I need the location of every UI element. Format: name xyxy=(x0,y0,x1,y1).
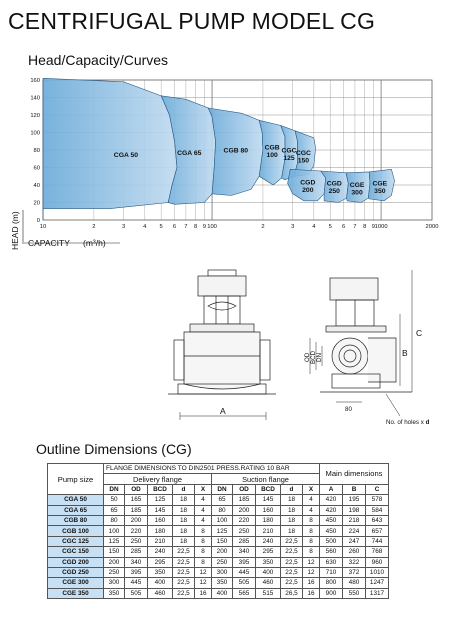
table-cell: 18 xyxy=(281,495,303,505)
table-cell: 80 xyxy=(212,505,233,515)
table-cell: 22,5 xyxy=(173,578,195,588)
series-label: CGA 65 xyxy=(177,149,202,157)
table-cell: 350 xyxy=(104,588,125,598)
pump-size-cell: CGB 80 xyxy=(48,515,104,525)
table-cell: 8 xyxy=(303,515,320,525)
table-cell: 22,5 xyxy=(173,567,195,577)
y-axis-label: HEAD (m) xyxy=(10,211,20,250)
y-tick-label: 60 xyxy=(33,165,40,172)
table-row xyxy=(48,515,389,525)
table-cell: 480 xyxy=(343,578,366,588)
table-cell: 657 xyxy=(366,526,389,536)
table-header-row xyxy=(48,464,389,474)
column-header: d xyxy=(173,484,195,494)
table-cell: 18 xyxy=(281,526,303,536)
x-tick-label: 5 xyxy=(328,224,332,230)
table-cell: 150 xyxy=(104,547,125,557)
table-cell: 560 xyxy=(320,547,343,557)
y-tick-label: 0 xyxy=(36,218,40,224)
table-cell: 4 xyxy=(195,495,212,505)
series-label: CGA 50 xyxy=(113,151,139,159)
table-cell: 18 xyxy=(173,515,195,525)
series-label: CGD 250 xyxy=(326,180,342,196)
table-cell: 584 xyxy=(366,505,389,515)
table-cell: 18 xyxy=(173,505,195,515)
flange-header: FLANGE DIMENSIONS TO DIN2501 PRESS.RATING 10 BAR xyxy=(104,464,320,474)
table-row xyxy=(48,547,389,557)
pump-size-cell: CGC 125 xyxy=(48,536,104,546)
table-cell: 18 xyxy=(281,515,303,525)
x-axis-unit: (m³/h) xyxy=(83,238,106,248)
table-cell: 12 xyxy=(303,567,320,577)
chart-subtitle: Head/Capacity/Curves xyxy=(28,52,169,68)
table-cell: 300 xyxy=(104,578,125,588)
delivery-flange-header: Delivery flange xyxy=(104,474,212,484)
table-cell: 8 xyxy=(195,526,212,536)
column-header: DN xyxy=(104,484,125,494)
column-header: X xyxy=(303,484,320,494)
dim-b-label: B xyxy=(402,348,408,358)
table-cell: 165 xyxy=(125,495,148,505)
table-cell: 16 xyxy=(303,588,320,598)
x-tick-label: 7 xyxy=(353,224,357,230)
table-cell: 160 xyxy=(148,515,173,525)
table-cell: 200 xyxy=(212,547,233,557)
table-cell: 400 xyxy=(212,588,233,598)
table-cell: 515 xyxy=(256,588,281,598)
pump-front-view xyxy=(168,270,276,420)
table-cell: 50 xyxy=(104,495,125,505)
table-cell: 18 xyxy=(173,495,195,505)
table-cell: 22,5 xyxy=(173,557,195,567)
table-cell: 340 xyxy=(233,547,256,557)
table-cell: 198 xyxy=(343,505,366,515)
x-tick-label: 2 xyxy=(92,224,96,230)
pump-size-cell: CGB 100 xyxy=(48,526,104,536)
table-cell: 8 xyxy=(303,536,320,546)
table-cell: 16 xyxy=(195,588,212,598)
table-cell: 26,5 xyxy=(281,588,303,598)
table-cell: 8 xyxy=(303,547,320,557)
table-cell: 960 xyxy=(366,557,389,567)
x-tick-label: 6 xyxy=(172,224,177,230)
y-tick-label: 140 xyxy=(30,95,40,102)
table-cell: 22,5 xyxy=(281,578,303,588)
table-cell: 18 xyxy=(173,536,195,546)
table-cell: 420 xyxy=(320,495,343,505)
table-cell: 460 xyxy=(256,578,281,588)
table-cell: 4 xyxy=(303,495,320,505)
table-cell: 1247 xyxy=(366,578,389,588)
series-label: CGC 150 xyxy=(295,150,311,165)
table-cell: 395 xyxy=(233,557,256,567)
x-tick-label: 2 xyxy=(261,224,265,230)
pump-outline-drawing xyxy=(150,266,450,431)
table-cell: 125 xyxy=(148,495,173,505)
table-cell: 250 xyxy=(125,536,148,546)
table-cell: 340 xyxy=(125,557,148,567)
table-cell: 300 xyxy=(212,567,233,577)
table-cell: 372 xyxy=(343,567,366,577)
table-cell: 80 xyxy=(104,515,125,525)
table-cell: 220 xyxy=(125,526,148,536)
y-tick-label: 20 xyxy=(33,200,40,207)
column-header: OD xyxy=(125,484,148,494)
column-header: X xyxy=(195,484,212,494)
curve-area xyxy=(43,78,177,220)
x-tick-label: 8 xyxy=(363,224,367,230)
pump-size-cell: CGE 350 xyxy=(48,588,104,598)
table-cell: 195 xyxy=(343,495,366,505)
main-dimensions-header: Main dimensions xyxy=(320,464,389,485)
table-cell: 224 xyxy=(343,526,366,536)
table-cell: 16 xyxy=(303,578,320,588)
table-cell: 18 xyxy=(173,526,195,536)
dims-title: Outline Dimensions (CG) xyxy=(36,441,192,457)
y-tick-label: 80 xyxy=(33,148,40,154)
table-cell: 505 xyxy=(233,578,256,588)
table-cell: 500 xyxy=(320,536,343,546)
table-cell: 22,5 xyxy=(281,536,303,546)
table-cell: 65 xyxy=(104,505,125,515)
table-cell: 630 xyxy=(320,557,343,567)
table-cell: 12 xyxy=(195,578,212,588)
series-label: CGC 125 xyxy=(281,147,297,162)
y-tick-label: 160 xyxy=(30,78,40,84)
table-cell: 505 xyxy=(125,588,148,598)
table-cell: 65 xyxy=(212,495,233,505)
table-cell: 250 xyxy=(212,557,233,567)
column-header: B xyxy=(343,484,366,494)
table-cell: 145 xyxy=(148,505,173,515)
table-cell: 22,5 xyxy=(281,547,303,557)
column-header: A xyxy=(320,484,343,494)
column-header: d xyxy=(281,484,303,494)
table-cell: 240 xyxy=(256,536,281,546)
table-row xyxy=(48,495,389,505)
table-cell: 710 xyxy=(320,567,343,577)
table-cell: 768 xyxy=(366,547,389,557)
dim-bcd-label: BCD xyxy=(310,350,317,364)
table-cell: 460 xyxy=(148,588,173,598)
table-cell: 210 xyxy=(256,526,281,536)
table-cell: 180 xyxy=(256,515,281,525)
pump-size-cell: CGD 250 xyxy=(48,567,104,577)
table-cell: 218 xyxy=(343,515,366,525)
series-label: CGE 300 xyxy=(349,181,365,197)
table-cell: 200 xyxy=(125,515,148,525)
table-cell: 250 xyxy=(233,526,256,536)
table-cell: 240 xyxy=(148,547,173,557)
table-cell: 22,5 xyxy=(281,567,303,577)
table-cell: 210 xyxy=(148,536,173,546)
x-tick-label: 10 xyxy=(39,224,47,230)
table-cell: 22,5 xyxy=(173,588,195,598)
table-cell: 185 xyxy=(233,495,256,505)
table-cell: 450 xyxy=(320,515,343,525)
table-cell: 400 xyxy=(256,567,281,577)
table-cell: 4 xyxy=(195,505,212,515)
table-cell: 565 xyxy=(233,588,256,598)
pump-side-view xyxy=(310,270,412,416)
series-label: CGB 80 xyxy=(223,147,249,155)
y-tick-label: 100 xyxy=(30,130,40,137)
table-row xyxy=(48,536,389,546)
x-tick-label: 4 xyxy=(143,224,147,230)
x-axis-label: CAPACITY xyxy=(28,238,70,248)
pump-size-cell: CGA 50 xyxy=(48,495,104,505)
table-cell: 185 xyxy=(125,505,148,515)
table-cell: 125 xyxy=(212,526,233,536)
table-cell: 12 xyxy=(195,567,212,577)
table-cell: 1010 xyxy=(366,567,389,577)
table-row xyxy=(48,578,389,588)
table-cell: 445 xyxy=(125,578,148,588)
pump-size-header: Pump size xyxy=(48,464,104,495)
dim-dn-label: DN xyxy=(316,353,323,362)
head-capacity-chart xyxy=(0,70,450,255)
x-tick-label: 4 xyxy=(312,224,316,230)
column-header: BCD xyxy=(148,484,173,494)
table-cell: 400 xyxy=(148,578,173,588)
column-header: DN xyxy=(212,484,233,494)
page-title: CENTRIFUGAL PUMP MODEL CG xyxy=(8,8,376,34)
column-header: OD xyxy=(233,484,256,494)
dim-od-label: OD xyxy=(304,352,311,362)
x-tick-label: 100 xyxy=(207,224,217,230)
table-cell: 220 xyxy=(233,515,256,525)
table-cell: 18 xyxy=(281,505,303,515)
table-cell: 350 xyxy=(256,557,281,567)
table-cell: 260 xyxy=(343,547,366,557)
dim-80-label: 80 xyxy=(345,406,352,413)
outline-dimensions-table xyxy=(47,463,389,599)
table-cell: 420 xyxy=(320,505,343,515)
table-cell: 643 xyxy=(366,515,389,525)
dim-a-label: A xyxy=(220,406,226,416)
column-header: C xyxy=(366,484,389,494)
table-cell: 900 xyxy=(320,588,343,598)
table-cell: 4 xyxy=(195,515,212,525)
table-cell: 800 xyxy=(320,578,343,588)
table-cell: 100 xyxy=(104,526,125,536)
table-cell: 180 xyxy=(148,526,173,536)
table-cell: 744 xyxy=(366,536,389,546)
x-tick-label: 9 xyxy=(202,224,206,230)
x-tick-label: 7 xyxy=(184,224,188,230)
pump-size-cell: CGC 150 xyxy=(48,547,104,557)
table-cell: 578 xyxy=(366,495,389,505)
series-label: CGE 350 xyxy=(372,180,388,195)
table-row xyxy=(48,526,389,536)
holes-label: No. of holes x d xyxy=(386,419,430,426)
x-tick-label: 3 xyxy=(291,224,295,230)
table-row xyxy=(48,588,389,598)
x-tick-label: 3 xyxy=(122,224,126,230)
table-cell: 285 xyxy=(233,536,256,546)
table-cell: 250 xyxy=(104,567,125,577)
table-cell: 8 xyxy=(195,547,212,557)
table-cell: 145 xyxy=(256,495,281,505)
y-tick-label: 120 xyxy=(30,113,40,119)
table-cell: 1317 xyxy=(366,588,389,598)
table-cell: 285 xyxy=(125,547,148,557)
x-tick-label: 8 xyxy=(194,224,198,230)
table-cell: 22,5 xyxy=(281,557,303,567)
table-cell: 247 xyxy=(343,536,366,546)
table-cell: 22,5 xyxy=(173,547,195,557)
x-tick-label: 6 xyxy=(341,224,346,230)
table-cell: 295 xyxy=(148,557,173,567)
table-cell: 445 xyxy=(233,567,256,577)
table-cell: 200 xyxy=(104,557,125,567)
x-tick-label: 9 xyxy=(371,224,375,230)
table-row xyxy=(48,567,389,577)
table-cell: 450 xyxy=(320,526,343,536)
table-row xyxy=(48,557,389,567)
series-label: CGB 100 xyxy=(264,144,280,159)
table-cell: 350 xyxy=(148,567,173,577)
pump-size-cell: CGA 65 xyxy=(48,505,104,515)
table-cell: 12 xyxy=(303,557,320,567)
table-cell: 160 xyxy=(256,505,281,515)
table-cell: 322 xyxy=(343,557,366,567)
table-cell: 295 xyxy=(256,547,281,557)
x-tick-label: 1000 xyxy=(374,224,388,230)
table-cell: 4 xyxy=(303,505,320,515)
x-tick-label: 2000 xyxy=(425,224,439,230)
y-tick-label: 40 xyxy=(33,183,40,189)
table-cell: 395 xyxy=(125,567,148,577)
x-tick-label: 5 xyxy=(159,224,163,230)
series-label: CGD 200 xyxy=(300,179,316,194)
table-cell: 200 xyxy=(233,505,256,515)
table-row xyxy=(48,505,389,515)
table-cell: 350 xyxy=(212,578,233,588)
table-cell: 550 xyxy=(343,588,366,598)
table-cell: 8 xyxy=(303,526,320,536)
pump-size-cell: CGD 200 xyxy=(48,557,104,567)
table-cell: 100 xyxy=(212,515,233,525)
table-cell: 8 xyxy=(195,557,212,567)
table-cell: 8 xyxy=(195,536,212,546)
suction-flange-header: Suction flange xyxy=(212,474,320,484)
table-cell: 125 xyxy=(104,536,125,546)
dim-c-label: C xyxy=(416,328,423,338)
table-cell: 150 xyxy=(212,536,233,546)
column-header: BCD xyxy=(256,484,281,494)
pump-size-cell: CGE 300 xyxy=(48,578,104,588)
